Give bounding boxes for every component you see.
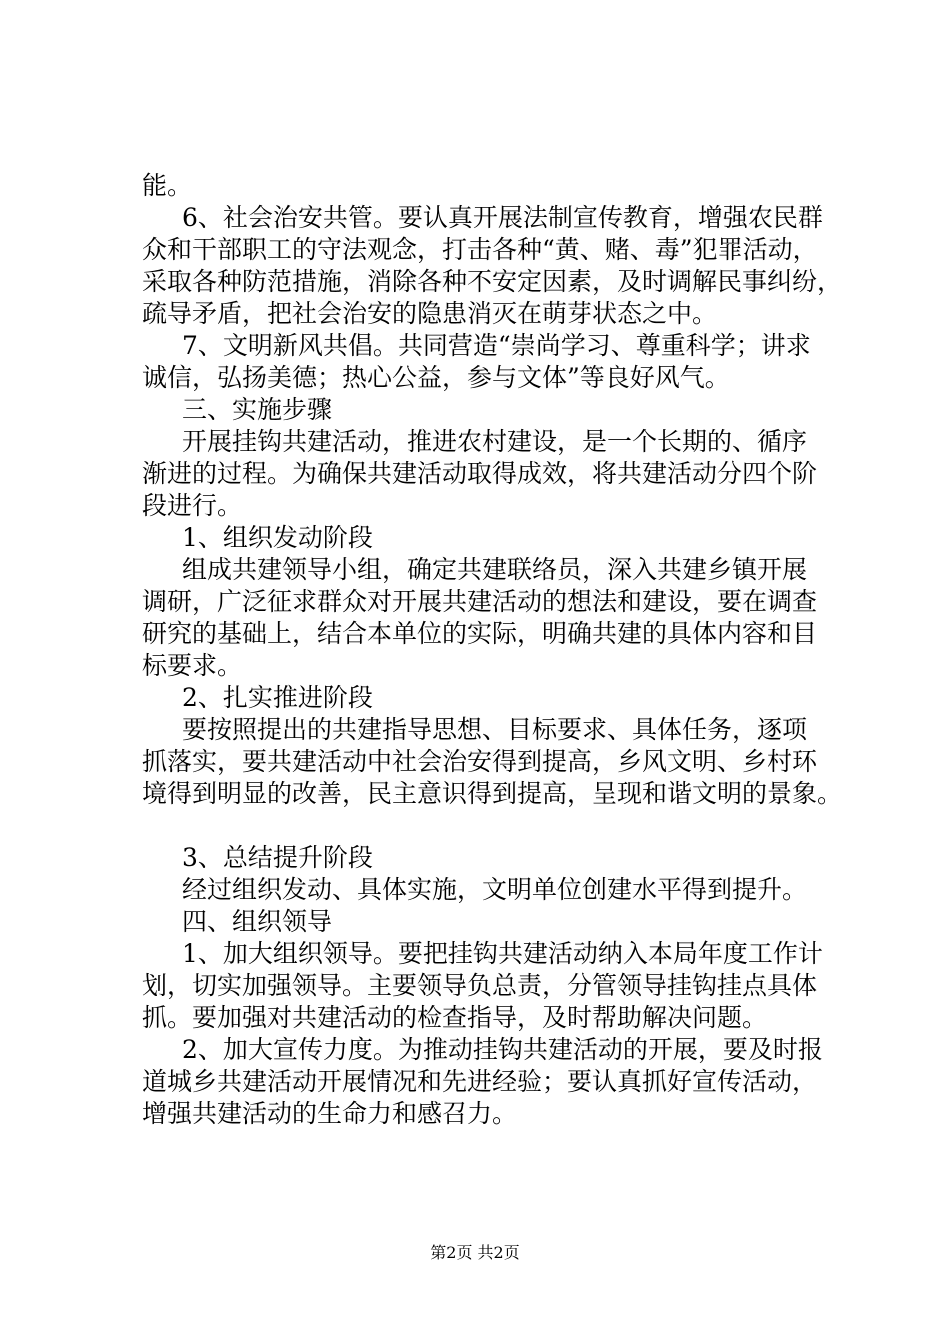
- text-line: 经过组织发动、具体实施，文明单位创建水平得到提升。: [182, 875, 808, 904]
- text-line: 诚信，弘扬美德；热心公益，参与文体”等良好风气。: [142, 363, 730, 392]
- text-line: 要按照提出的共建指导思想、目标要求、具体任务，逐项: [182, 715, 808, 744]
- text-line: 研究的基础上，结合本单位的实际，明确共建的具体内容和目: [142, 619, 818, 648]
- text-line: 能。: [142, 171, 193, 200]
- text-line: 境得到明显的改善，民主意识得到提高，呈现和谐文明的景象。: [142, 779, 842, 808]
- text-line: 2、加大宣传力度。为推动挂钩共建活动的开展，要及时报: [182, 1035, 823, 1064]
- text-line: 6、社会治安共管。要认真开展法制宣传教育，增强农民群: [182, 203, 823, 232]
- text-line: 疏导矛盾，把社会治安的隐患消灭在萌芽状态之中。: [142, 299, 718, 328]
- text-line: 渐进的过程。为确保共建活动取得成效，将共建活动分四个阶: [142, 459, 818, 488]
- paragraph-gap: [142, 810, 842, 842]
- document-body: [142, 170, 842, 1130]
- subsection-heading: 2、扎实推进阶段: [182, 683, 373, 712]
- text-line: 道城乡共建活动开展情况和先进经验；要认真抓好宣传活动，: [142, 1067, 818, 1096]
- section-heading: 四、组织领导: [182, 907, 333, 936]
- section-heading: 三、实施步骤: [182, 395, 333, 424]
- text-line: 开展挂钩共建活动，推进农村建设，是一个长期的、循序: [182, 427, 808, 456]
- text-line: 划，切实加强领导。主要领导负总责，分管领导挂钩挂点具体: [142, 971, 818, 1000]
- text-line: 抓落实，要共建活动中社会治安得到提高，乡风文明、乡村环: [142, 747, 818, 776]
- text-line: 标要求。: [142, 651, 243, 680]
- text-line: 7、文明新风共倡。共同营造“崇尚学习、尊重科学；讲求: [182, 331, 811, 360]
- text-line: 抓。要加强对共建活动的检查指导，及时帮助解决问题。: [142, 1003, 768, 1032]
- text-line: 增强共建活动的生命力和感召力。: [142, 1099, 518, 1128]
- text-line: 组成共建领导小组，确定共建联络员，深入共建乡镇开展: [182, 555, 808, 584]
- page-footer: [0, 1242, 950, 1264]
- text-line: 段进行。: [142, 491, 243, 520]
- text-line: 调研，广泛征求群众对开展共建活动的想法和建设，要在调查: [142, 587, 818, 616]
- text-line: 采取各种防范措施，消除各种不安定因素，及时调解民事纠纷，: [142, 267, 842, 296]
- subsection-heading: 1、组织发动阶段: [182, 523, 373, 552]
- page-number: 第2页 共2页: [430, 1243, 520, 1262]
- subsection-heading: 3、总结提升阶段: [182, 843, 373, 872]
- text-line: 1、加大组织领导。要把挂钩共建活动纳入本局年度工作计: [182, 939, 823, 968]
- text-line: 众和干部职工的守法观念，打击各种“黄、赌、毒”犯罪活动，: [142, 235, 818, 264]
